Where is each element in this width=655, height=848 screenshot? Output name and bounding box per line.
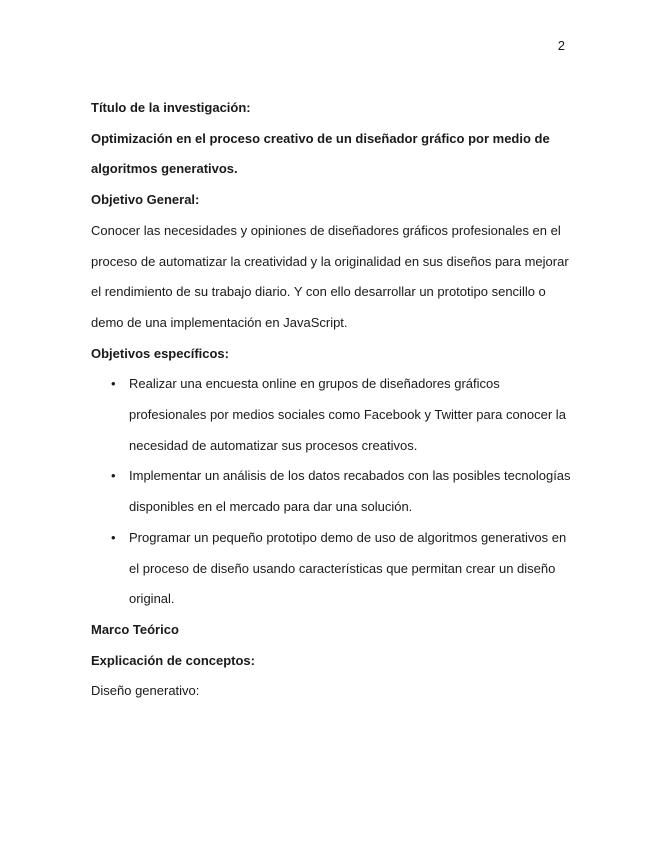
list-item (91, 461, 571, 522)
bullet-icon: • (111, 529, 116, 545)
specific-objectives-list (91, 369, 571, 615)
list-item-text: Programar un pequeño prototipo demo de uso de algoritmos generativos en el proceso de diseño usando características que permitan crear un diseño original. (129, 529, 567, 607)
list-item (91, 523, 571, 615)
bullet-icon: • (111, 468, 116, 484)
list-item-text: Implementar un análisis de los datos recabados con las posibles tecnologías disponibles en el mercado para dar una solución. (129, 468, 571, 515)
general-objective-heading: Objetivo General: (91, 192, 200, 208)
research-title: Optimización en el proceso creativo de un diseñador gráfico por medio de algoritmos generativos. (91, 130, 550, 177)
research-title-label: Título de la investigación: (91, 100, 251, 115)
bullet-icon: • (111, 376, 116, 392)
page-number: 2 (557, 38, 565, 53)
generative-design-label: Diseño generativo: (91, 683, 200, 699)
concepts-heading: Explicación de conceptos: (91, 652, 255, 668)
theoretical-framework-heading: Marco Teórico (91, 621, 179, 637)
list-item-text: Realizar una encuesta online en grupos de diseñadores gráficos profesionales por medios sociales como Facebook y Twitter para conocer la necesidad de automatizar sus procesos creativos. (129, 376, 566, 453)
document-body (91, 93, 571, 707)
specific-objectives-heading: Objetivos específicos: (91, 345, 229, 361)
list-item (91, 369, 571, 461)
general-objective-text: Conocer las necesidades y opiniones de diseñadores gráficos profesionales en el proceso de automatizar la creatividad y la originalidad en sus diseños para mejorar el rendimiento de su trabajo diario. Y con ello desarrollar un prototipo sencillo o demo de una implementación en JavaScript. (91, 222, 569, 330)
